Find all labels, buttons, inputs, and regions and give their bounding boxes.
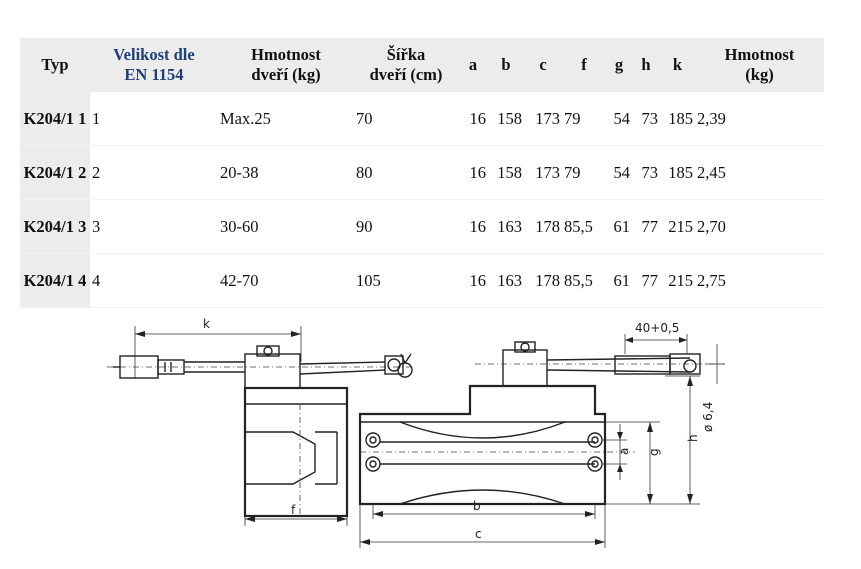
cell-b: 158 — [488, 92, 524, 146]
dim-k-label: k — [203, 317, 210, 331]
cell-typ: K204/1 4 — [20, 254, 90, 308]
cell-typ: K204/1 2 — [20, 146, 90, 200]
cell-size: 1 — [90, 92, 218, 146]
cell-k: 215 — [660, 254, 695, 308]
cell-size: 3 — [90, 200, 218, 254]
dim-c-label: c — [475, 527, 482, 541]
header-c: c — [524, 38, 562, 92]
cell-typ: K204/1 1 — [20, 92, 90, 146]
table-row — [20, 92, 824, 146]
cell-g: 61 — [606, 200, 632, 254]
dim-h-label: h — [686, 434, 700, 442]
cell-h: 73 — [632, 92, 660, 146]
cell-width: 105 — [354, 254, 458, 308]
cell-mass: Max.25 — [218, 92, 354, 146]
cell-c: 173 — [524, 92, 562, 146]
cell-k: 215 — [660, 200, 695, 254]
header-a: a — [458, 38, 488, 92]
spec-table — [20, 38, 824, 308]
dim-g-label: g — [647, 448, 661, 456]
cell-g: 61 — [606, 254, 632, 308]
cell-width: 70 — [354, 92, 458, 146]
cell-size: 2 — [90, 146, 218, 200]
cell-k: 185 — [660, 146, 695, 200]
cell-mass: 42-70 — [218, 254, 354, 308]
cell-h: 73 — [632, 146, 660, 200]
cell-b: 163 — [488, 254, 524, 308]
header-row — [20, 38, 824, 92]
header-size: Velikost dle EN 1154 — [90, 38, 218, 92]
dim-b-label: b — [473, 499, 481, 513]
header-g: g — [606, 38, 632, 92]
cell-c: 178 — [524, 200, 562, 254]
cell-weight: 2,75 — [695, 254, 824, 308]
dim-f-label: f — [291, 503, 296, 517]
cell-a: 16 — [458, 200, 488, 254]
cell-f: 85,5 — [562, 254, 606, 308]
header-b: b — [488, 38, 524, 92]
cell-f: 79 — [562, 92, 606, 146]
cell-h: 77 — [632, 200, 660, 254]
front-view — [360, 321, 725, 548]
dim-a-label: a — [617, 447, 631, 455]
cell-typ: K204/1 3 — [20, 200, 90, 254]
cell-c: 178 — [524, 254, 562, 308]
cell-h: 77 — [632, 254, 660, 308]
cell-c: 173 — [524, 146, 562, 200]
header-typ: Typ — [20, 38, 90, 92]
cell-size: 4 — [90, 254, 218, 308]
header-door-width: Šířka dveří (cm) — [354, 38, 458, 92]
header-f: f — [562, 38, 606, 92]
dim-arm-length-label: 40+0,5 — [635, 321, 680, 335]
table-row — [20, 254, 824, 308]
cell-g: 54 — [606, 92, 632, 146]
cell-f: 79 — [562, 146, 606, 200]
cell-width: 80 — [354, 146, 458, 200]
header-weight: Hmotnost (kg) — [695, 38, 824, 92]
cell-a: 16 — [458, 146, 488, 200]
cell-mass: 30-60 — [218, 200, 354, 254]
cell-g: 54 — [606, 146, 632, 200]
cell-weight: 2,45 — [695, 146, 824, 200]
cell-a: 16 — [458, 92, 488, 146]
table-row — [20, 146, 824, 200]
cell-mass: 20-38 — [218, 146, 354, 200]
header-k: k — [660, 38, 695, 92]
cell-width: 90 — [354, 200, 458, 254]
cell-f: 85,5 — [562, 200, 606, 254]
cell-a: 16 — [458, 254, 488, 308]
cell-weight: 2,39 — [695, 92, 824, 146]
dim-diameter-label: ø 6,4 — [701, 401, 715, 432]
header-h: h — [632, 38, 660, 92]
header-door-mass: Hmotnost dveří (kg) — [218, 38, 354, 92]
cell-b: 158 — [488, 146, 524, 200]
door-closer-technical-drawing — [105, 304, 735, 566]
cell-k: 185 — [660, 92, 695, 146]
cell-weight: 2,70 — [695, 200, 824, 254]
cell-b: 163 — [488, 200, 524, 254]
table-row — [20, 200, 824, 254]
